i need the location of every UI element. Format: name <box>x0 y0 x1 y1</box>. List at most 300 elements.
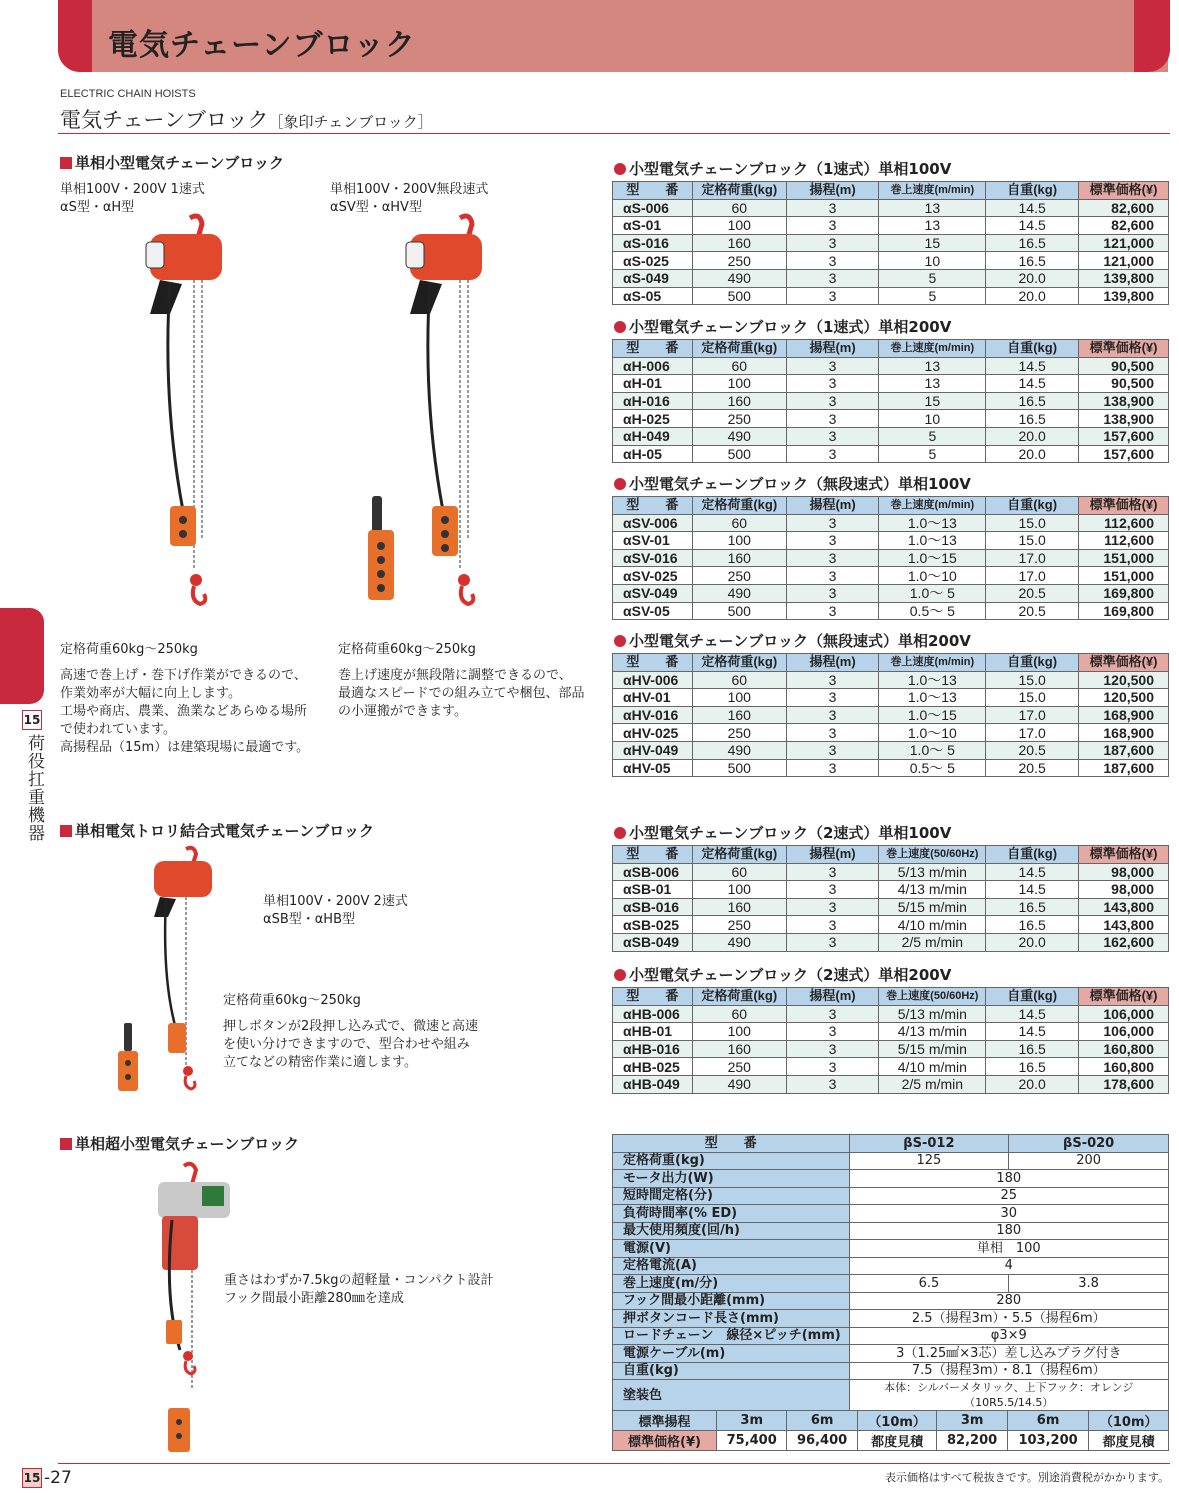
price-value-cell: 標準価格(¥) <box>613 1431 717 1451</box>
beta-row-label: 定格荷重(kg) <box>613 1152 850 1170</box>
section2-heading-text: 単相電気トロリ結合式電気チェーンブロック <box>75 822 374 840</box>
table-row <box>613 1040 1169 1058</box>
table-cell: 3 <box>786 706 879 724</box>
table-row <box>613 217 1169 235</box>
model-cell: αSB-049 <box>613 933 693 951</box>
table-cell: 3 <box>786 410 879 428</box>
table-cell: 100 <box>692 881 786 899</box>
price-head-cell: 6m <box>787 1411 857 1431</box>
table-cell: 3 <box>786 1040 879 1058</box>
table-row <box>613 234 1169 252</box>
sec1-left-desc <box>60 667 330 757</box>
table-cell: 3 <box>786 898 879 916</box>
table-cell: 250 <box>692 252 786 270</box>
col-header-weight: 自重(kg) <box>986 654 1079 672</box>
price-cell: 157,600 <box>1079 445 1169 463</box>
table-row <box>613 549 1169 567</box>
table-cell: 3 <box>786 724 879 742</box>
table-cell: 60 <box>692 863 786 881</box>
table-cell: 60 <box>692 514 786 532</box>
table-row <box>613 689 1169 707</box>
beta-row-label: 短時間定格(分) <box>613 1187 850 1205</box>
table-cell: 3 <box>786 427 879 445</box>
sec1-left-capacity: 定格荷重60kg～250kg <box>60 642 198 657</box>
table-title-text: 小型電気チェーンブロック（無段速式）単相100V <box>629 475 971 493</box>
page-title: 電気チェーンブロック <box>108 28 416 63</box>
table-cell: 1.0～15 <box>879 706 986 724</box>
table-cell: 3 <box>786 1005 879 1023</box>
price-value-cell: 82,200 <box>937 1431 1007 1451</box>
price-cell: 120,500 <box>1079 689 1169 707</box>
table-cell: 3 <box>786 863 879 881</box>
sec1-left-desc-line: 作業効率が大幅に向上します。 <box>60 686 241 701</box>
table-row <box>613 584 1169 602</box>
circle-bullet-icon <box>614 321 626 333</box>
model-cell: αHV-016 <box>613 706 693 724</box>
table-cell: 160 <box>692 392 786 410</box>
price-head-cell: 3m <box>717 1411 787 1431</box>
table-title-text: 小型電気チェーンブロック（2速式）単相100V <box>629 824 952 842</box>
price-cell: 112,600 <box>1079 532 1169 550</box>
table-cell: 3 <box>786 671 879 689</box>
table-cell: 3 <box>786 689 879 707</box>
col-header-price: 標準価格(¥) <box>1079 846 1169 864</box>
model-cell: αH-006 <box>613 357 693 375</box>
table-cell: 2/5 m/min <box>879 933 986 951</box>
beta-row-value: 125 <box>849 1152 1009 1170</box>
spec-table <box>612 845 1169 952</box>
table-cell: 4/13 m/min <box>879 1023 986 1041</box>
table-cell: 100 <box>692 375 786 393</box>
section3-heading <box>60 1133 299 1154</box>
price-cell: 138,900 <box>1079 410 1169 428</box>
table-row <box>613 199 1169 217</box>
table-cell: 3 <box>786 532 879 550</box>
table-cell: 16.5 <box>986 234 1079 252</box>
col-header-model: 型 番 <box>613 340 693 358</box>
sec2-desc <box>223 1018 513 1072</box>
sec3-desc <box>224 1272 524 1308</box>
table-cell: 3 <box>786 234 879 252</box>
table-row <box>613 898 1169 916</box>
table-cell: 3 <box>786 881 879 899</box>
square-bullet-icon <box>60 1138 72 1150</box>
section1-heading <box>60 152 284 173</box>
price-cell: 160,800 <box>1079 1058 1169 1076</box>
price-cell: 98,000 <box>1079 881 1169 899</box>
table-header-row <box>613 846 1169 864</box>
table-row <box>613 252 1169 270</box>
beta-row-label: 最大使用頻度(回/h) <box>613 1222 850 1240</box>
table-cell: 1.0～13 <box>879 514 986 532</box>
table-cell: 13 <box>879 357 986 375</box>
sec1-right-spec1: 単相100V・200V無段速式 <box>330 182 489 197</box>
model-cell: αHV-049 <box>613 741 693 759</box>
table-cell: 1.0～13 <box>879 689 986 707</box>
table-row <box>613 706 1169 724</box>
model-cell: αHV-006 <box>613 671 693 689</box>
table-row <box>613 514 1169 532</box>
table-title-text: 小型電気チェーンブロック（無段速式）単相200V <box>629 632 971 650</box>
table-cell: 1.0～13 <box>879 671 986 689</box>
model-cell: αS-006 <box>613 199 693 217</box>
price-cell: 169,800 <box>1079 602 1169 620</box>
model-cell: αHB-01 <box>613 1023 693 1041</box>
table-title-text: 小型電気チェーンブロック（1速式）単相100V <box>629 160 952 178</box>
table-cell: 14.5 <box>986 199 1079 217</box>
table-cell: 16.5 <box>986 916 1079 934</box>
price-value-cell: 都度見積 <box>857 1431 937 1451</box>
table-row <box>613 410 1169 428</box>
table-cell: 17.0 <box>986 706 1079 724</box>
col-header-lift: 揚程(m) <box>786 654 879 672</box>
price-cell: 168,900 <box>1079 724 1169 742</box>
table-cell: 1.0～ 5 <box>879 741 986 759</box>
table-cell: 1.0～10 <box>879 724 986 742</box>
section1-heading-text: 単相小型電気チェーンブロック <box>75 154 284 172</box>
beta-row-value: 280 <box>849 1292 1168 1310</box>
side-tab-number: 15 <box>22 710 42 730</box>
table-row <box>613 741 1169 759</box>
model-cell: αHB-016 <box>613 1040 693 1058</box>
model-cell: αS-016 <box>613 234 693 252</box>
footer-divider <box>58 1463 1170 1464</box>
col-header-speed: 巻上速度(m/min) <box>879 182 986 200</box>
sec2-capacity: 定格荷重60kg～250kg <box>223 993 361 1008</box>
table-row <box>613 1005 1169 1023</box>
model-cell: αH-05 <box>613 445 693 463</box>
price-cell: 169,800 <box>1079 584 1169 602</box>
col-header-lift: 揚程(m) <box>786 182 879 200</box>
table-cell: 20.0 <box>986 445 1079 463</box>
table-cell: 3 <box>786 741 879 759</box>
price-cell: 120,500 <box>1079 671 1169 689</box>
circle-bullet-icon <box>614 163 626 175</box>
table-cell: 3 <box>786 1075 879 1093</box>
col-header-speed2: 巻上速度(50/60Hz) <box>879 846 986 864</box>
beta-row-value: 2.5（揚程3m）・5.5（揚程6m） <box>849 1310 1168 1328</box>
footer-note: 表示価格はすべて税抜きです。別途消費税がかかります。 <box>884 1471 1169 1484</box>
page-number-text: -27 <box>44 1468 72 1488</box>
table-cell: 14.5 <box>986 375 1079 393</box>
banner-left-accent <box>58 0 92 72</box>
beta-col-bs012: βS-012 <box>849 1135 1009 1153</box>
square-bullet-icon <box>60 157 72 169</box>
table-cell: 60 <box>692 671 786 689</box>
sec1-left-desc-line: 高揚程品（15m）は建築現場に最適です。 <box>60 740 310 755</box>
table-cell: 1.0～ 5 <box>879 584 986 602</box>
table-cell: 250 <box>692 724 786 742</box>
table-cell: 5 <box>879 269 986 287</box>
circle-bullet-icon <box>614 969 626 981</box>
col-header-load: 定格荷重(kg) <box>692 654 786 672</box>
beta-row <box>613 1327 1169 1345</box>
price-head-row <box>613 1411 1169 1431</box>
table-title-text: 小型電気チェーンブロック（2速式）単相200V <box>629 966 952 984</box>
col-header-price: 標準価格(¥) <box>1079 340 1169 358</box>
hoist-image-asv <box>360 210 490 610</box>
table-cell: 5 <box>879 287 986 305</box>
col-header-lift: 揚程(m) <box>786 846 879 864</box>
model-cell: αS-025 <box>613 252 693 270</box>
table-cell: 16.5 <box>986 410 1079 428</box>
beta-row-label: フック間最小距離(mm) <box>613 1292 850 1310</box>
model-cell: αH-049 <box>613 427 693 445</box>
model-cell: αS-01 <box>613 217 693 235</box>
table-cell: 1.0～10 <box>879 567 986 585</box>
table-cell: 17.0 <box>986 567 1079 585</box>
col-header-price: 標準価格(¥) <box>1079 654 1169 672</box>
subtitle-en: ELECTRIC CHAIN HOISTS <box>60 88 196 100</box>
table-cell: 13 <box>879 199 986 217</box>
table-cell: 0.5～ 5 <box>879 602 986 620</box>
price-cell: 151,000 <box>1079 567 1169 585</box>
sec2-desc-line: 立てなどの精密作業に適します。 <box>223 1055 417 1070</box>
table-cell: 250 <box>692 567 786 585</box>
table-cell: 1.0～15 <box>879 549 986 567</box>
beta-row <box>613 1362 1169 1380</box>
col-header-speed: 巻上速度(m/min) <box>879 654 986 672</box>
table-cell: 3 <box>786 287 879 305</box>
table-title-text: 小型電気チェーンブロック（1速式）単相200V <box>629 318 952 336</box>
circle-bullet-icon <box>614 635 626 647</box>
sec2-desc-line: 押しボタンが2段押し込み式で、微速と高速 <box>223 1019 479 1034</box>
beta-row-value: 25 <box>849 1187 1168 1205</box>
col-header-price: 標準価格(¥) <box>1079 497 1169 515</box>
col-header-price: 標準価格(¥) <box>1079 182 1169 200</box>
table-title <box>614 316 951 337</box>
table-cell: 3 <box>786 933 879 951</box>
col-header-price: 標準価格(¥) <box>1079 988 1169 1006</box>
model-cell: αSB-025 <box>613 916 693 934</box>
table-row <box>613 602 1169 620</box>
table-cell: 5/15 m/min <box>879 898 986 916</box>
table-cell: 16.5 <box>986 252 1079 270</box>
sec1-left-desc-line: 工場や商店、農業、漁業などあらゆる場所 <box>60 704 308 719</box>
table-row <box>613 287 1169 305</box>
table-cell: 500 <box>692 602 786 620</box>
table-cell: 250 <box>692 410 786 428</box>
table-cell: 14.5 <box>986 357 1079 375</box>
beta-price-table <box>612 1410 1169 1451</box>
model-cell: αH-016 <box>613 392 693 410</box>
price-cell: 112,600 <box>1079 514 1169 532</box>
table-cell: 15.0 <box>986 689 1079 707</box>
table-cell: 3 <box>786 514 879 532</box>
table-header-row <box>613 654 1169 672</box>
sec1-right-desc-line: の小運搬ができます。 <box>338 704 467 719</box>
subtitle-jp-small: ［象印チェンブロック］ <box>268 113 433 131</box>
page-number <box>22 1468 72 1488</box>
model-cell: αSV-01 <box>613 532 693 550</box>
beta-row-value: 3（1.25㎟×3芯）差し込みプラグ付き <box>849 1345 1168 1363</box>
table-cell: 3 <box>786 584 879 602</box>
beta-row-value: 180 <box>849 1170 1168 1188</box>
table-cell: 3 <box>786 916 879 934</box>
circle-bullet-icon <box>614 478 626 490</box>
spec-table <box>612 653 1169 777</box>
price-cell: 90,500 <box>1079 375 1169 393</box>
col-header-model: 型 番 <box>613 846 693 864</box>
section3-heading-text: 単相超小型電気チェーンブロック <box>75 1135 299 1153</box>
price-cell: 139,800 <box>1079 269 1169 287</box>
beta-row <box>613 1187 1169 1205</box>
col-header-load: 定格荷重(kg) <box>692 497 786 515</box>
col-header-load: 定格荷重(kg) <box>692 988 786 1006</box>
col-header-lift: 揚程(m) <box>786 988 879 1006</box>
col-header-load: 定格荷重(kg) <box>692 340 786 358</box>
price-cell: 82,600 <box>1079 199 1169 217</box>
table-row <box>613 269 1169 287</box>
table-row <box>613 392 1169 410</box>
table-row <box>613 1023 1169 1041</box>
model-cell: αSV-025 <box>613 567 693 585</box>
beta-row-label: 電源(V) <box>613 1240 850 1258</box>
sec2-spec <box>263 893 408 929</box>
table-cell: 100 <box>692 217 786 235</box>
table-cell: 490 <box>692 1075 786 1093</box>
beta-row-label: 巻上速度(m/分) <box>613 1275 850 1293</box>
table-cell: 250 <box>692 916 786 934</box>
sec2-desc-line: を使い分けできますので、型合わせや組み <box>223 1037 470 1052</box>
table-cell: 3 <box>786 1058 879 1076</box>
table-cell: 5/13 m/min <box>879 1005 986 1023</box>
table-cell: 14.5 <box>986 1005 1079 1023</box>
table-cell: 160 <box>692 1040 786 1058</box>
table-cell: 500 <box>692 759 786 777</box>
table-cell: 3 <box>786 445 879 463</box>
table-row <box>613 863 1169 881</box>
table-cell: 3 <box>786 1023 879 1041</box>
table-cell: 5 <box>879 427 986 445</box>
price-cell: 143,800 <box>1079 898 1169 916</box>
price-head-cell: 3m <box>937 1411 1007 1431</box>
model-cell: αHB-025 <box>613 1058 693 1076</box>
price-cell: 187,600 <box>1079 741 1169 759</box>
table-cell: 20.5 <box>986 741 1079 759</box>
table-cell: 160 <box>692 549 786 567</box>
table-row <box>613 567 1169 585</box>
beta-spec-table <box>612 1134 1169 1411</box>
beta-row-value: 3.8 <box>1009 1275 1169 1293</box>
price-cell: 157,600 <box>1079 427 1169 445</box>
table-cell: 1.0～13 <box>879 532 986 550</box>
table-cell: 3 <box>786 217 879 235</box>
col-header-model: 型 番 <box>613 654 693 672</box>
col-header-weight: 自重(kg) <box>986 497 1079 515</box>
table-header-row <box>613 988 1169 1006</box>
table-header-row <box>613 182 1169 200</box>
table-cell: 490 <box>692 933 786 951</box>
price-cell: 162,600 <box>1079 933 1169 951</box>
price-cell: 139,800 <box>1079 287 1169 305</box>
model-cell: αHV-025 <box>613 724 693 742</box>
table-cell: 17.0 <box>986 724 1079 742</box>
beta-row-value: φ3×9 <box>849 1327 1168 1345</box>
banner-right-accent <box>1134 0 1170 72</box>
table-cell: 3 <box>786 199 879 217</box>
table-title <box>614 473 971 494</box>
col-header-load: 定格荷重(kg) <box>692 182 786 200</box>
sec1-left-spec1: 単相100V・200V 1速式 <box>60 182 205 197</box>
table-cell: 15 <box>879 392 986 410</box>
price-head-cell: （10m） <box>1089 1411 1169 1431</box>
table-header-row <box>613 340 1169 358</box>
model-cell: αS-05 <box>613 287 693 305</box>
table-cell: 10 <box>879 252 986 270</box>
table-cell: 490 <box>692 741 786 759</box>
price-cell: 138,900 <box>1079 392 1169 410</box>
table-cell: 4/10 m/min <box>879 1058 986 1076</box>
sec3-desc-line: 重さはわずか7.5kgの超軽量・コンパクト設計 <box>224 1273 494 1288</box>
beta-row <box>613 1240 1169 1258</box>
table-cell: 500 <box>692 287 786 305</box>
side-tab <box>0 608 44 704</box>
price-cell: 187,600 <box>1079 759 1169 777</box>
col-header-weight: 自重(kg) <box>986 340 1079 358</box>
table-row <box>613 532 1169 550</box>
beta-col-bs020: βS-020 <box>1009 1135 1169 1153</box>
table-cell: 20.0 <box>986 1075 1079 1093</box>
table-cell: 16.5 <box>986 1058 1079 1076</box>
table-cell: 15.0 <box>986 671 1079 689</box>
spec-table <box>612 496 1169 620</box>
table-cell: 3 <box>786 357 879 375</box>
sec1-right-spec2: αSV型・αHV型 <box>330 200 422 215</box>
table-cell: 250 <box>692 1058 786 1076</box>
table-cell: 60 <box>692 199 786 217</box>
model-cell: αSV-049 <box>613 584 693 602</box>
beta-row-label: 塗装色 <box>613 1380 850 1411</box>
table-cell: 3 <box>786 392 879 410</box>
table-row <box>613 1075 1169 1093</box>
table-cell: 15.0 <box>986 514 1079 532</box>
beta-row <box>613 1380 1169 1411</box>
table-cell: 14.5 <box>986 1023 1079 1041</box>
table-cell: 20.0 <box>986 427 1079 445</box>
price-head-cell: （10m） <box>857 1411 937 1431</box>
square-bullet-icon <box>60 825 72 837</box>
col-header-weight: 自重(kg) <box>986 846 1079 864</box>
price-cell: 121,000 <box>1079 234 1169 252</box>
table-header-row <box>613 497 1169 515</box>
col-header-speed2: 巻上速度(50/60Hz) <box>879 988 986 1006</box>
table-row <box>613 759 1169 777</box>
table-row <box>613 724 1169 742</box>
table-row <box>613 357 1169 375</box>
table-cell: 5/15 m/min <box>879 1040 986 1058</box>
table-title <box>614 964 951 985</box>
col-header-model: 型 番 <box>613 182 693 200</box>
beta-row <box>613 1152 1169 1170</box>
beta-row-value: 30 <box>849 1205 1168 1223</box>
table-cell: 17.0 <box>986 549 1079 567</box>
model-cell: αH-025 <box>613 410 693 428</box>
price-head-cell: 6m <box>1007 1411 1089 1431</box>
price-value-row <box>613 1431 1169 1451</box>
model-cell: αHB-006 <box>613 1005 693 1023</box>
price-head-cell: 標準揚程 <box>613 1411 717 1431</box>
col-header-weight: 自重(kg) <box>986 988 1079 1006</box>
beta-row-label: 押ボタンコード長さ(mm) <box>613 1310 850 1328</box>
sec1-left-desc-line: で使われています。 <box>60 722 176 737</box>
table-cell: 490 <box>692 427 786 445</box>
hoist-image-bs <box>148 1160 238 1460</box>
col-header-load: 定格荷重(kg) <box>692 846 786 864</box>
table-cell: 0.5～ 5 <box>879 759 986 777</box>
table-title <box>614 630 971 651</box>
model-cell: αHV-05 <box>613 759 693 777</box>
